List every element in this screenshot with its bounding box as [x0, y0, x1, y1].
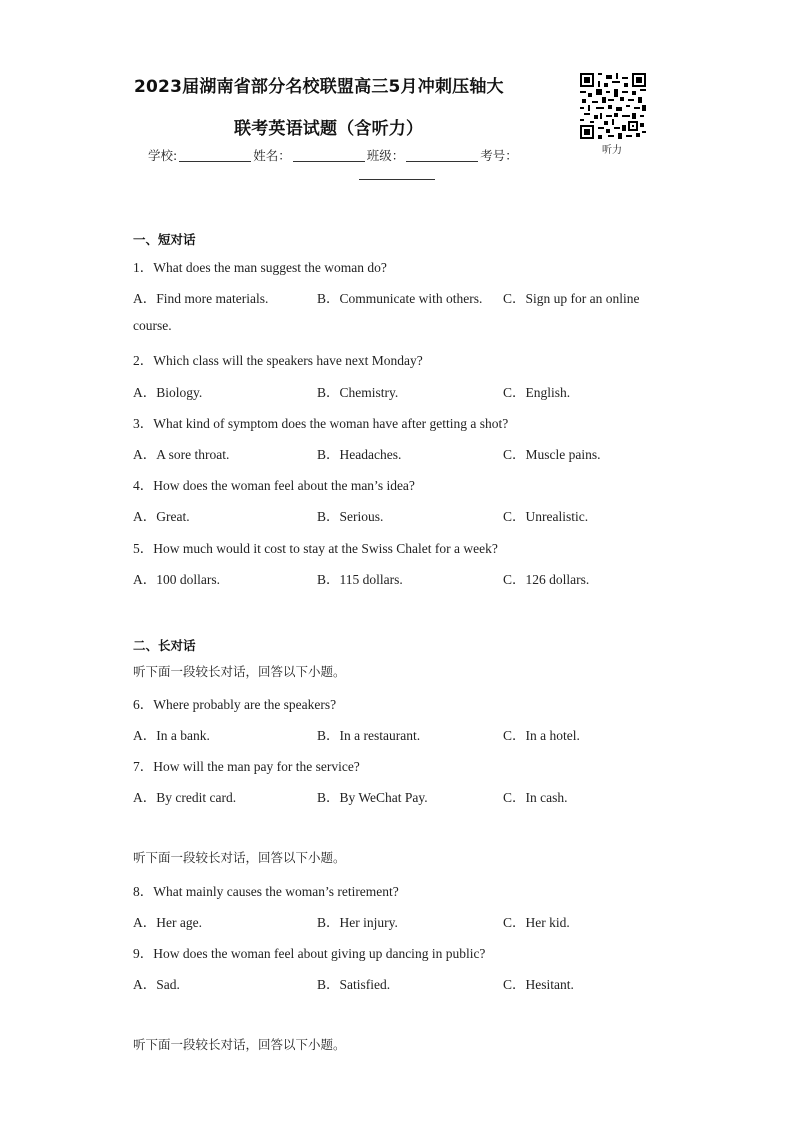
q6-option-c[interactable]: C．In a hotel. — [503, 728, 580, 743]
name-label: 姓名： — [253, 148, 291, 163]
document-title-line2: 联考英语试题（含听力） — [234, 119, 424, 139]
section2-instruction-2: 听下面一段较长对话，回答以下小题。 — [133, 850, 346, 865]
question-9: 9．How does the woman feel about giving up dancing in public? — [133, 946, 486, 961]
school-label: 学校: — [148, 148, 178, 163]
q4-option-b[interactable]: B．Serious. — [317, 509, 384, 524]
question-8: 8．What mainly causes the woman’s retirement? — [133, 884, 399, 899]
document-title-line1: 2023届湖南省部分名校联盟高三5月冲刺压轴大 — [134, 77, 504, 97]
question-6: 6．Where probably are the speakers? — [133, 697, 337, 712]
q3-option-b[interactable]: B．Headaches. — [317, 447, 402, 462]
exam-no-label: 考号： — [480, 148, 518, 163]
exam-no-blank[interactable] — [359, 179, 435, 180]
q1-option-c-continued: course. — [133, 318, 172, 333]
class-blank[interactable] — [406, 149, 478, 162]
q6-option-b[interactable]: B．In a restaurant. — [317, 728, 421, 743]
q5-option-c[interactable]: C．126 dollars. — [503, 572, 590, 587]
q3-option-a[interactable]: A．A sore throat. — [133, 447, 230, 462]
q5-option-b[interactable]: B．115 dollars. — [317, 572, 403, 587]
q7-option-c[interactable]: C．In cash. — [503, 790, 568, 805]
name-blank[interactable] — [293, 149, 365, 162]
section1-heading: 一、短对话 — [133, 232, 196, 247]
q6-option-a[interactable]: A．In a bank. — [133, 728, 210, 743]
q8-option-a[interactable]: A．Her age. — [133, 915, 202, 930]
student-info-row — [148, 146, 518, 164]
question-4: 4．How does the woman feel about the man’s idea? — [133, 478, 415, 493]
q1-option-c[interactable]: C．Sign up for an online — [503, 291, 640, 306]
school-blank[interactable] — [179, 149, 251, 162]
class-label: 班级： — [366, 148, 405, 163]
q2-option-b[interactable]: B．Chemistry. — [317, 385, 399, 400]
q8-option-c[interactable]: C．Her kid. — [503, 915, 570, 930]
q7-option-a[interactable]: A．By credit card. — [133, 790, 237, 805]
q3-option-c[interactable]: C．Muscle pains. — [503, 447, 601, 462]
section2-instruction-1: 听下面一段较长对话，回答以下小题。 — [133, 664, 346, 679]
q8-option-b[interactable]: B．Her injury. — [317, 915, 398, 930]
q2-option-c[interactable]: C．English. — [503, 385, 571, 400]
question-2: 2．Which class will the speakers have next Monday? — [133, 353, 423, 368]
qr-code-icon[interactable] — [580, 73, 646, 139]
question-1: 1．What does the man suggest the woman do? — [133, 260, 387, 275]
question-5: 5．How much would it cost to stay at the Swiss Chalet for a week? — [133, 541, 498, 556]
qr-code-label: 听力 — [602, 145, 622, 156]
section2-heading: 二、长对话 — [133, 638, 196, 653]
q1-option-b[interactable]: B．Communicate with others. — [317, 291, 483, 306]
q7-option-b[interactable]: B．By WeChat Pay. — [317, 790, 428, 805]
section2-instruction-3: 听下面一段较长对话，回答以下小题。 — [133, 1037, 346, 1052]
q1-option-a[interactable]: A．Find more materials. — [133, 291, 269, 306]
q5-option-a[interactable]: A．100 dollars. — [133, 572, 220, 587]
q9-option-b[interactable]: B．Satisfied. — [317, 977, 391, 992]
q2-option-a[interactable]: A．Biology. — [133, 385, 203, 400]
q9-option-c[interactable]: C．Hesitant. — [503, 977, 574, 992]
q4-option-a[interactable]: A．Great. — [133, 509, 190, 524]
q4-option-c[interactable]: C．Unrealistic. — [503, 509, 589, 524]
q9-option-a[interactable]: A．Sad. — [133, 977, 180, 992]
question-3: 3．What kind of symptom does the woman have after getting a shot? — [133, 416, 509, 431]
question-7: 7．How will the man pay for the service? — [133, 759, 360, 774]
